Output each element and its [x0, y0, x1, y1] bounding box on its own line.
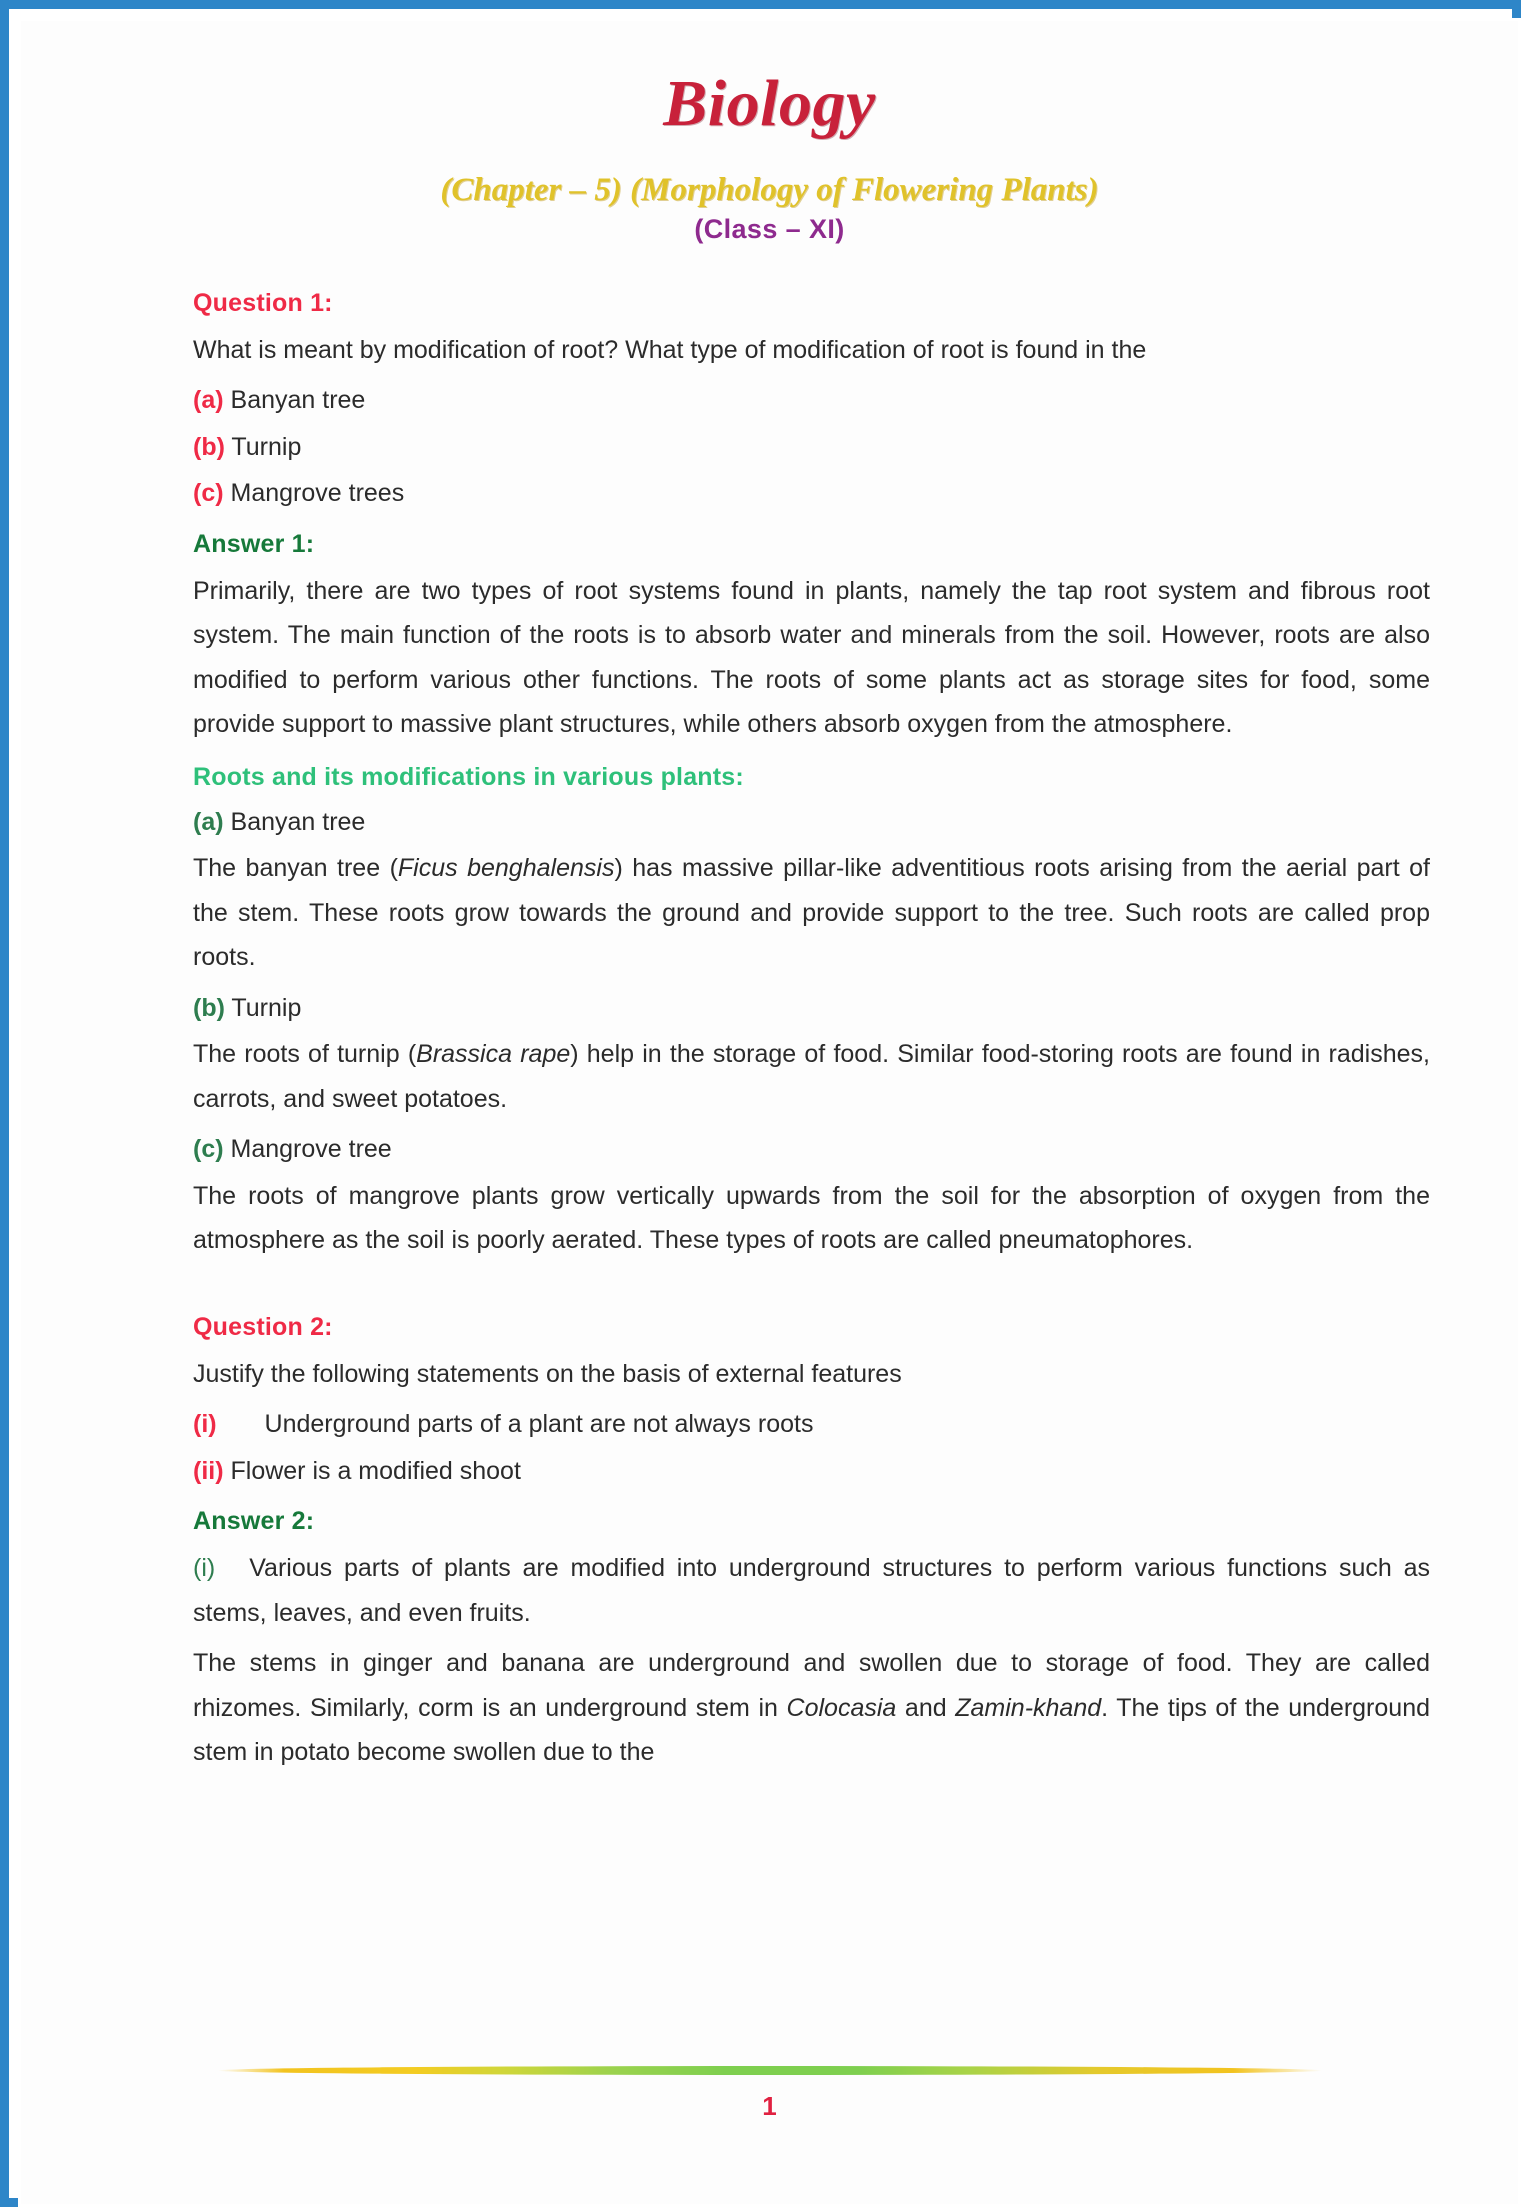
answer-list-text-a: Banyan tree [230, 807, 366, 836]
list-marker-ii: (ii) [193, 1456, 224, 1485]
question-2-item-i [193, 1402, 1430, 1447]
list-marker-a: (a) [193, 386, 224, 415]
page-inner-frame [18, 18, 1521, 2207]
answer-1-a-text-before: The banyan tree ( [193, 854, 398, 883]
answer-2-italic-colocasia: Colocasia [786, 1693, 897, 1722]
answer-list-marker-c: (c) [193, 1135, 224, 1164]
question-1-item-a [193, 378, 1430, 423]
answer-1-heading: Answer 1: [193, 529, 315, 558]
answer-1-a-species-name: Ficus benghalensis [397, 854, 615, 883]
list-text-b: Turnip [231, 432, 302, 461]
question-2-item-ii [193, 1449, 1430, 1494]
class-subtitle: (Class – XI) [694, 213, 845, 244]
page-title: Biology [663, 67, 876, 140]
answer-2-marker-i: (i) [193, 1554, 216, 1583]
answer-1-subheading: Roots and its modifications in various plants: [193, 762, 744, 791]
document-content [21, 21, 1518, 2204]
list-marker-i: (i) [193, 1410, 217, 1439]
answer-2-part-2a-text: The stems in ginger and banana are underground and swollen due to storage of food. They are called rhizomes. Similarly, corm is an underground stem in [193, 1649, 1430, 1722]
list-text-c: Mangrove trees [230, 479, 405, 508]
list-marker-c: (c) [193, 479, 224, 508]
answer-list-text-b: Turnip [231, 993, 302, 1022]
question-1-item-b [193, 425, 1430, 470]
section-spacer [193, 1269, 1430, 1313]
list-text-a: Banyan tree [230, 386, 366, 415]
answer-1-item-c-label [193, 1127, 1430, 1172]
answer-list-marker-a: (a) [193, 807, 224, 836]
list-text-i: Underground parts of a plant are not always roots [264, 1410, 814, 1439]
question-1-heading: Question 1: [193, 288, 333, 317]
answer-1-a-text-after: ) has massive pillar-like adventitious roots arising from the aerial part of the stem. These roots grow towards the ground and provide support to the tree. Such roots are called prop roots. [193, 854, 1431, 972]
answer-1-intro-paragraph: Primarily, there are two types of root systems found in plants, namely the tap root system and fibrous root system. The main function of the roots is to absorb water and minerals from the soil. However, roots are also modified to perform various other functions. The roots of some plants act as storage sites for food, some provide support to massive plant structures, while others absorb oxygen from the atmosphere. [193, 576, 1430, 739]
answer-2-heading: Answer 2: [193, 1507, 315, 1536]
decorative-rule [218, 2066, 1322, 2075]
question-2-prompt: Justify the following statements on the basis of external features [193, 1359, 902, 1388]
answer-1-paragraph-a [193, 846, 1430, 980]
answer-1-b-text-before: The roots of turnip ( [193, 1040, 417, 1069]
list-text-ii: Flower is a modified shoot [230, 1456, 521, 1485]
list-marker-b: (b) [193, 432, 225, 461]
answer-1-item-a-label [193, 800, 1430, 845]
answer-1-paragraph-c: The roots of mangrove plants grow vertically upwards from the soil for the absorption of oxygen from the atmosphere as the soil is poorly aerated. These types of roots are called pneumatophores. [193, 1181, 1430, 1255]
answer-2-part-1-text: Various parts of plants are modified into underground structures to perform various functions such as stems, leaves, and even fruits. [193, 1554, 1430, 1627]
question-1-item-c [193, 471, 1430, 516]
answer-2-italic-zamin-khand: Zamin-khand [955, 1693, 1102, 1722]
page-footer [21, 2066, 1518, 2122]
answer-2-paragraph-2 [193, 1641, 1430, 1775]
chapter-subtitle: (Chapter – 5) (Morphology of Flowering Plants) [440, 172, 1099, 208]
question-1-prompt: What is meant by modification of root? What type of modification of root is found in the [193, 335, 1147, 364]
answer-1-b-text-after: ) help in the storage of food. Similar food-storing roots are found in radishes, carrots, and sweet potatoes. [193, 1040, 1430, 1113]
document-body [21, 289, 1518, 1775]
answer-1-item-b-label [193, 986, 1430, 1031]
page-number: 1 [762, 2091, 777, 2121]
answer-list-marker-b: (b) [193, 993, 225, 1022]
answer-list-text-c: Mangrove tree [230, 1135, 392, 1164]
answer-2-part-2b-text: and [896, 1693, 956, 1722]
answer-2-part-2c-text: . The tips of the underground stem in potato become swollen due to the [193, 1693, 1430, 1767]
answer-1-b-species-name: Brassica rape [416, 1040, 571, 1069]
answer-1-paragraph-b [193, 1032, 1430, 1121]
answer-2-paragraph-1 [193, 1546, 1430, 1635]
question-2-heading: Question 2: [193, 1312, 333, 1341]
